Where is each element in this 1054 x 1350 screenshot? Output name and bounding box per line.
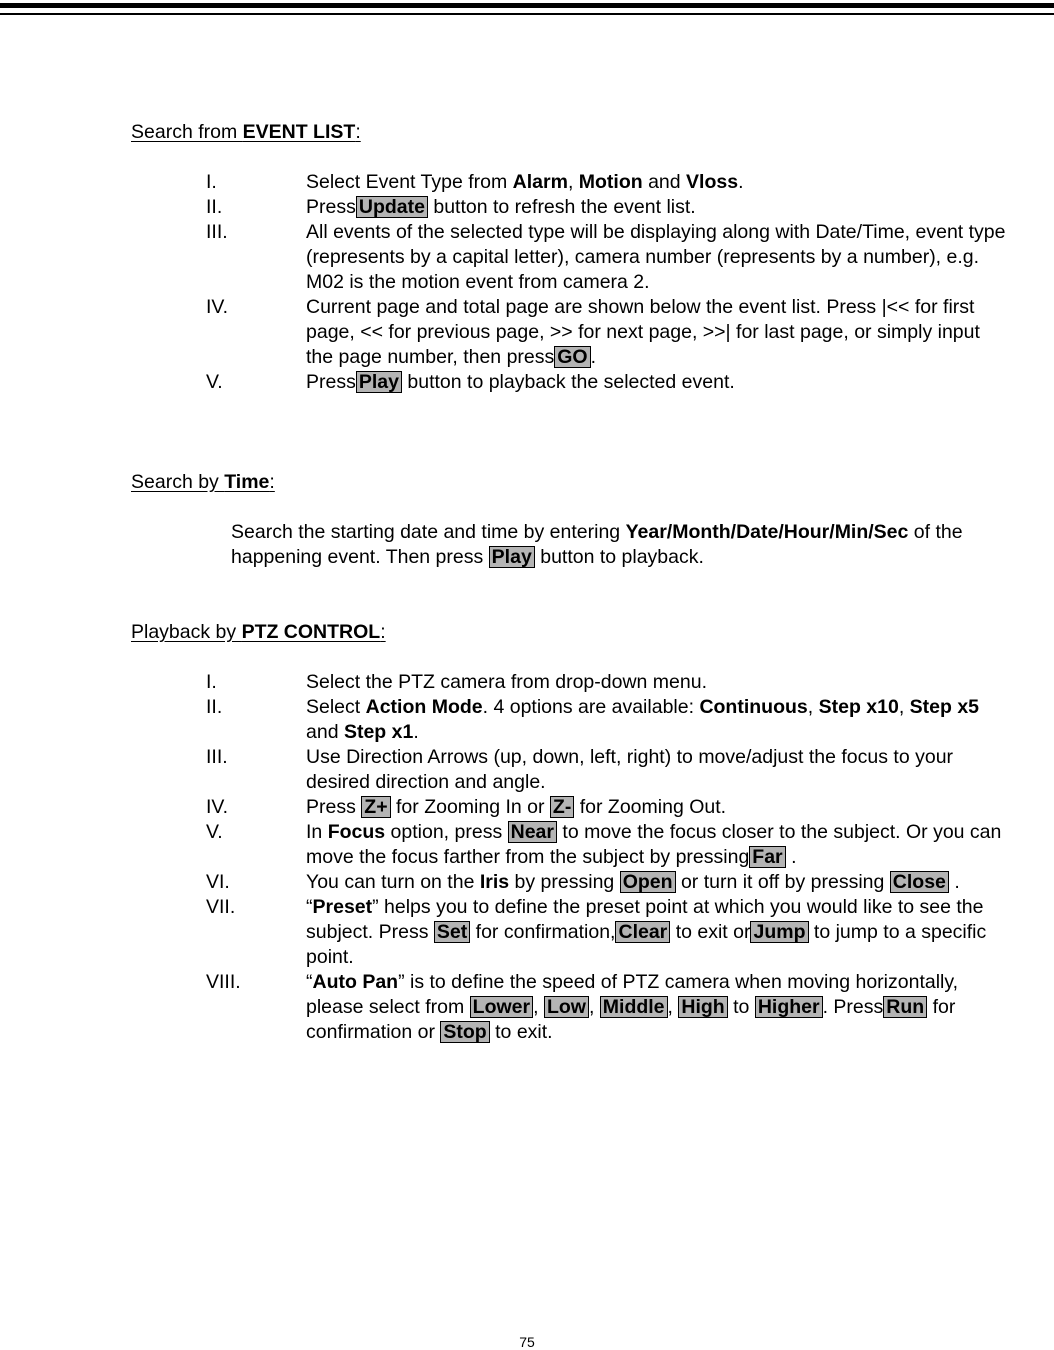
set-button[interactable]: Set [434, 921, 470, 943]
lower-button[interactable]: Lower [470, 996, 533, 1018]
middle-button[interactable]: Middle [600, 996, 668, 1018]
list-item: IV. Current page and total page are shown below the event list. Press |<< for first page, << for previous page, >> for next page, >>| for last page, or simply input the page number, then press GO . [206, 296, 980, 368]
list-item: V. In Focus option, press Near to move the focus closer to the subject. Or you can move the focus farther from the subject by pressing Far . [206, 821, 1002, 868]
open-button[interactable]: Open [620, 871, 676, 893]
jump-button[interactable]: Jump [750, 921, 808, 943]
ptz-heading: Playback by PTZ CONTROL: [131, 621, 386, 643]
list-item: IV. Press Z+ for Zooming In or Z- for Zooming Out. [206, 796, 727, 818]
top-rule-thick [0, 3, 1054, 8]
zoom-out-button[interactable]: Z- [550, 796, 574, 818]
near-button[interactable]: Near [508, 821, 557, 843]
far-button[interactable]: Far [749, 846, 785, 868]
low-button[interactable]: Low [544, 996, 589, 1018]
update-button[interactable]: Update [356, 196, 428, 218]
time-heading: Search by Time: [131, 471, 275, 493]
page-number: 75 [519, 1334, 535, 1350]
play-button[interactable]: Play [356, 371, 402, 393]
stop-button[interactable]: Stop [440, 1021, 489, 1043]
go-button[interactable]: GO [554, 346, 590, 368]
run-button[interactable]: Run [883, 996, 927, 1018]
list-item: I. Select the PTZ camera from drop-down menu. [206, 671, 707, 693]
higher-button[interactable]: Higher [755, 996, 823, 1018]
event-list-steps [206, 170, 1006, 395]
list-item: III. Use Direction Arrows (up, down, left, right) to move/adjust the focus to your desired direction and angle. [206, 746, 954, 793]
close-button[interactable]: Close [890, 871, 949, 893]
ptz-steps [206, 670, 1006, 1045]
list-item: II. Press Update button to refresh the event list. [206, 196, 696, 218]
list-item: I. Select Event Type from Alarm, Motion and Vloss. [206, 171, 744, 193]
time-paragraph: Search the starting date and time by entering Year/Month/Date/Hour/Min/Sec of the happening event. Then press Play button to playback. [231, 521, 963, 568]
list-item: V. Press Play button to playback the selected event. [206, 371, 735, 393]
clear-button[interactable]: Clear [615, 921, 670, 943]
list-item: II. Select Action Mode. 4 options are available: Continuous, Step x10, Step x5 and Step x1. [206, 696, 980, 743]
event-list-heading: Search from EVENT LIST: [131, 121, 361, 143]
high-button[interactable]: High [678, 996, 727, 1018]
list-item: VIII. “Auto Pan” is to define the speed of PTZ camera when moving horizontally, please select from Lower , Low , Middle , High to Higher . Press Run for confirmation or Stop to exit. [206, 971, 959, 1043]
list-item: VI. You can turn on the Iris by pressing Open or turn it off by pressing Close . [206, 871, 960, 893]
top-rule-thin [0, 13, 1054, 15]
list-item: VII. “Preset” helps you to define the preset point at which you would like to see the subject. Press Set for confirmation, Clear to exit or Jump to jump to a specific point. [206, 896, 987, 968]
zoom-in-button[interactable]: Z+ [361, 796, 390, 818]
time-play-button[interactable]: Play [489, 546, 535, 568]
list-item: III. All events of the selected type will be displaying along with Date/Time, event type (represents by a capital letter), camera number (represents by a number), e.g. M02 is the motion event from camera 2. [206, 221, 1006, 293]
